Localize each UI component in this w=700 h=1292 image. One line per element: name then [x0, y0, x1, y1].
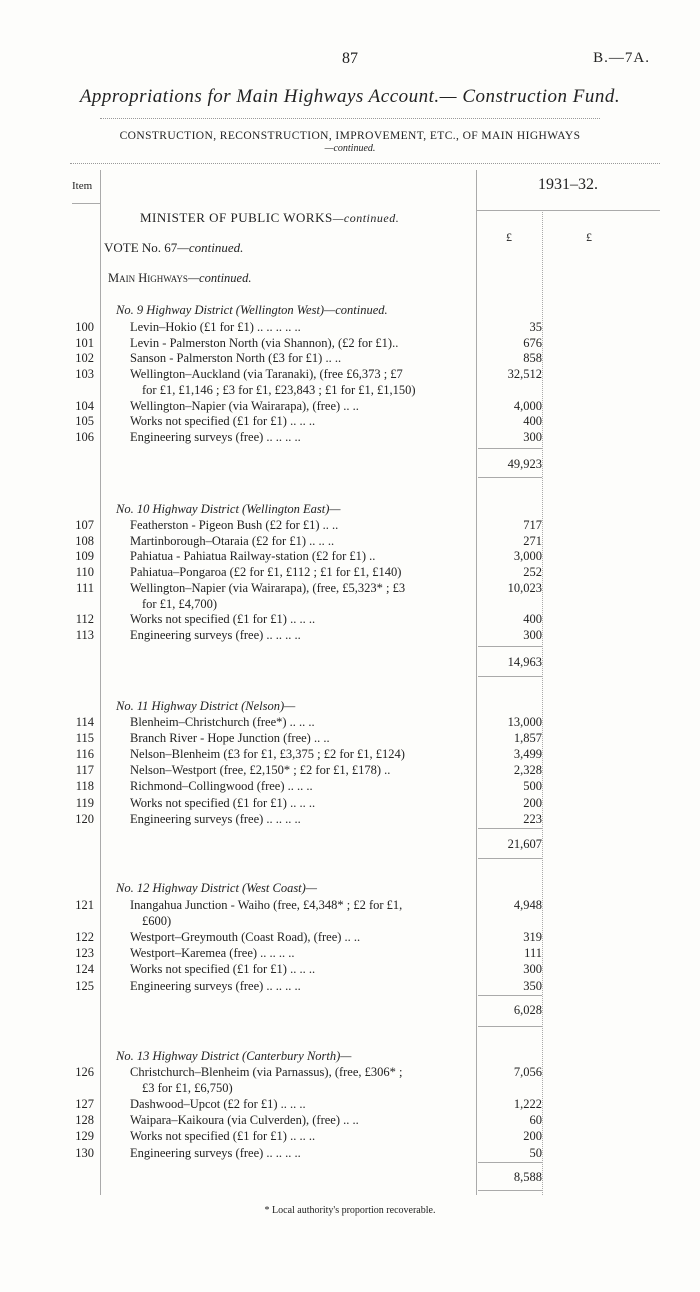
item-amount: 676 — [523, 335, 542, 350]
table-row — [64, 714, 542, 730]
item-description: Engineering surveys (free) .. .. .. .. — [130, 1145, 301, 1160]
item-description: Pahiatua–Pongaroa (£2 for £1, £112 ; £1 for £1, £140) — [130, 565, 402, 580]
subtotal-rule — [478, 1026, 542, 1027]
item-description: Pahiatua - Pahiatua Railway-station (£2 for £1) .. — [130, 549, 376, 564]
item-number: 108 — [75, 533, 94, 548]
table-row — [64, 1064, 542, 1080]
item-number: 104 — [75, 398, 94, 413]
item-description: Martinborough–Otaraia (£2 for £1) .. .. .. — [130, 533, 335, 548]
subtotal-rule — [478, 858, 542, 859]
section-continued: —continued. — [324, 143, 376, 154]
item-description: Nelson–Blenheim (£3 for £1, £3,375 ; £2 for £1, £124) — [130, 747, 405, 762]
table-row — [64, 762, 542, 778]
item-description: Works not specified (£1 for £1) .. .. .. — [130, 414, 316, 429]
main-highways-heading — [108, 271, 251, 286]
vote-label: VOTE No. 67 — [104, 240, 178, 255]
item-amount: 300 — [523, 962, 542, 977]
item-amount: 4,948 — [513, 898, 542, 912]
table-row — [64, 1112, 542, 1128]
item-amount: 13,000 — [507, 715, 542, 729]
subtotal-rule — [478, 448, 542, 449]
subtotal-rule — [478, 1162, 542, 1163]
item-amount: 32,512 — [507, 367, 542, 382]
subtotal-rule — [478, 477, 542, 478]
table-row — [64, 580, 542, 596]
table-row — [64, 778, 542, 794]
item-number: 121 — [75, 898, 94, 912]
item-description-continued: for £1, £4,700) — [142, 596, 217, 611]
item-number: 118 — [75, 779, 94, 794]
table-row — [64, 746, 542, 762]
district-total: 14,963 — [507, 655, 542, 669]
item-description: Wellington–Napier (via Wairarapa), (free, £5,323* ; £3 — [130, 580, 406, 595]
item-column-header: Item — [72, 180, 93, 192]
item-number: 117 — [75, 763, 94, 778]
currency-header-2: £ — [586, 230, 592, 244]
item-number: 107 — [75, 518, 94, 532]
item-amount: 2,328 — [513, 763, 542, 778]
table-row — [64, 811, 542, 827]
item-description: Works not specified (£1 for £1) .. .. .. — [130, 962, 316, 977]
table-row — [64, 335, 542, 351]
table-row — [64, 1128, 542, 1144]
item-number: 126 — [75, 1065, 94, 1079]
table-row — [64, 795, 542, 811]
subtotal-rule — [478, 676, 542, 677]
item-amount: 858 — [523, 351, 542, 366]
item-number: 122 — [75, 930, 94, 945]
item-amount: 111 — [524, 946, 542, 961]
item-description: Dashwood–Upcot (£2 for £1) .. .. .. — [130, 1097, 306, 1112]
item-number: 102 — [75, 351, 94, 366]
table-row — [64, 945, 542, 961]
item-amount: 252 — [523, 565, 542, 580]
item-description: Christchurch–Blenheim (via Parnassus), (free, £306* ; — [130, 1065, 403, 1079]
table-row — [64, 548, 542, 564]
item-number: 109 — [75, 549, 94, 564]
item-amount: 35 — [529, 320, 542, 334]
section-rule — [70, 163, 660, 164]
item-amount: 400 — [523, 414, 542, 429]
item-number: 120 — [75, 811, 94, 826]
district-total: 49,923 — [507, 457, 542, 471]
item-description: Wellington–Auckland (via Taranaki), (free £6,373 ; £7 — [130, 367, 403, 382]
subtotal-rule — [478, 646, 542, 647]
item-description: Levin–Hokio (£1 for £1) .. .. .. .. .. — [130, 320, 301, 334]
item-amount: 7,056 — [513, 1065, 542, 1079]
table-row — [64, 319, 542, 335]
table-row — [64, 366, 542, 382]
item-number: 106 — [75, 429, 94, 444]
district-heading: No. 13 Highway District (Canterbury North)— — [116, 1049, 352, 1063]
item-description: Engineering surveys (free) .. .. .. .. — [130, 978, 301, 993]
item-amount: 223 — [523, 811, 542, 826]
item-amount: 1,222 — [513, 1097, 542, 1112]
item-amount: 1,857 — [513, 731, 542, 746]
item-number: 101 — [75, 335, 94, 350]
table-row — [64, 730, 542, 746]
item-amount: 3,499 — [513, 747, 542, 762]
item-amount: 500 — [523, 779, 542, 794]
item-description-continued: for £1, £1,146 ; £3 for £1, £23,843 ; £1 for £1, £1,150) — [142, 382, 416, 397]
item-number: 100 — [75, 320, 94, 334]
district-heading: No. 11 Highway District (Nelson)— — [116, 699, 296, 713]
subtotal-rule — [478, 995, 542, 996]
main-highways-continued: —continued. — [187, 271, 252, 285]
table-row — [64, 1096, 542, 1112]
item-amount: 271 — [523, 533, 542, 548]
table-row — [64, 1145, 542, 1161]
year-column-header: 1931–32. — [538, 176, 598, 193]
item-amount: 4,000 — [513, 398, 542, 413]
item-number: 105 — [75, 414, 94, 429]
item-description: Blenheim–Christchurch (free*) .. .. .. — [130, 715, 315, 729]
currency-header-1: £ — [506, 230, 512, 244]
item-number: 103 — [75, 367, 94, 382]
item-description: Nelson–Westport (free, £2,150* ; £2 for £1, £178) .. — [130, 763, 391, 778]
section-title: CONSTRUCTION, RECONSTRUCTION, IMPROVEMENT, ETC., OF MAIN HIGHWAYS — [119, 130, 581, 142]
item-description: Engineering surveys (free) .. .. .. .. — [130, 429, 301, 444]
item-number: 114 — [75, 715, 94, 729]
item-number: 123 — [75, 946, 94, 961]
item-description: Works not specified (£1 for £1) .. .. .. — [130, 1129, 316, 1144]
item-description: Wellington–Napier (via Wairarapa), (free) .. .. — [130, 398, 359, 413]
vote-continued: —continued. — [177, 240, 244, 255]
item-description: Engineering surveys (free) .. .. .. .. — [130, 627, 301, 642]
item-amount: 3,000 — [513, 549, 542, 564]
district-total: 8,588 — [513, 1170, 542, 1184]
item-amount: 60 — [529, 1113, 542, 1128]
table-row — [64, 929, 542, 945]
item-number: 129 — [75, 1129, 94, 1144]
page-number: 87 — [342, 50, 358, 67]
item-description-continued: £600) — [142, 914, 172, 929]
page-title: Appropriations for Main Highways Account.— Construction Fund. — [79, 86, 621, 107]
item-number: 128 — [75, 1113, 94, 1128]
item-number: 112 — [75, 612, 94, 627]
item-description: Richmond–Collingwood (free) .. .. .. — [130, 779, 313, 794]
item-number: 125 — [75, 978, 94, 993]
item-number: 111 — [76, 580, 94, 595]
table-row — [64, 564, 542, 580]
item-description: Sanson - Palmerston North (£3 for £1) .. .. — [130, 351, 342, 366]
item-description: Branch River - Hope Junction (free) .. .. — [130, 731, 330, 746]
subtotal-rule — [478, 1190, 542, 1191]
vote-heading — [104, 240, 243, 256]
subtotal-rule — [478, 828, 542, 829]
item-amount: 200 — [523, 1129, 542, 1144]
table-row — [64, 429, 542, 445]
table-row — [64, 533, 542, 549]
item-amount: 350 — [523, 978, 542, 993]
table-row — [64, 398, 542, 414]
item-description: Waipara–Kaikoura (via Culverden), (free) .. .. — [130, 1113, 359, 1128]
item-description: Engineering surveys (free) .. .. .. .. — [130, 811, 301, 826]
item-description: Inangahua Junction - Waiho (free, £4,348* ; £2 for £1, — [130, 898, 403, 912]
item-description: Works not specified (£1 for £1) .. .. .. — [130, 795, 316, 810]
district-total: 6,028 — [513, 1003, 542, 1017]
item-description: Levin - Palmerston North (via Shannon), (£2 for £1).. — [130, 335, 399, 350]
district-heading: No. 9 Highway District (Wellington West)—continued. — [116, 303, 388, 317]
item-number: 113 — [75, 627, 94, 642]
district-heading: No. 10 Highway District (Wellington East)— — [116, 502, 341, 516]
item-number: 116 — [75, 747, 94, 762]
minister-label: MINISTER OF PUBLIC WORKS — [140, 210, 333, 225]
item-amount: 200 — [523, 795, 542, 810]
item-number: 124 — [75, 962, 94, 977]
item-amount: 50 — [529, 1145, 542, 1160]
minister-continued: —continued. — [332, 211, 400, 225]
document-reference: B.—7A. — [593, 50, 650, 66]
item-amount: 319 — [523, 930, 542, 945]
table-row — [64, 517, 542, 533]
minister-heading — [140, 210, 399, 226]
table-row — [64, 961, 542, 977]
item-number: 119 — [75, 795, 94, 810]
item-amount: 300 — [523, 429, 542, 444]
main-highways-label: Main Highways — [108, 271, 188, 285]
item-description-continued: £3 for £1, £6,750) — [142, 1081, 233, 1096]
title-rule — [100, 118, 600, 119]
district-total: 21,607 — [507, 837, 542, 851]
item-description: Featherston - Pigeon Bush (£2 for £1) .. .. — [130, 518, 339, 532]
item-description: Works not specified (£1 for £1) .. .. .. — [130, 612, 316, 627]
item-number: 127 — [75, 1097, 94, 1112]
item-amount: 10,023 — [507, 580, 542, 595]
table-row — [64, 413, 542, 429]
item-amount: 400 — [523, 612, 542, 627]
item-number: 110 — [75, 565, 94, 580]
item-description: Westport–Karemea (free) .. .. .. .. — [130, 946, 295, 961]
district-heading: No. 12 Highway District (West Coast)— — [116, 881, 317, 895]
table-row — [64, 627, 542, 643]
item-amount: 717 — [523, 518, 542, 532]
table-row — [64, 897, 542, 913]
item-description: Westport–Greymouth (Coast Road), (free) .. .. — [130, 930, 361, 945]
item-amount: 300 — [523, 627, 542, 642]
item-number: 130 — [75, 1145, 94, 1160]
table-row — [64, 978, 542, 994]
table-row — [64, 350, 542, 366]
table-row — [64, 611, 542, 627]
item-number: 115 — [75, 731, 94, 746]
footnote: * Local authority's proportion recoverable. — [264, 1205, 436, 1216]
